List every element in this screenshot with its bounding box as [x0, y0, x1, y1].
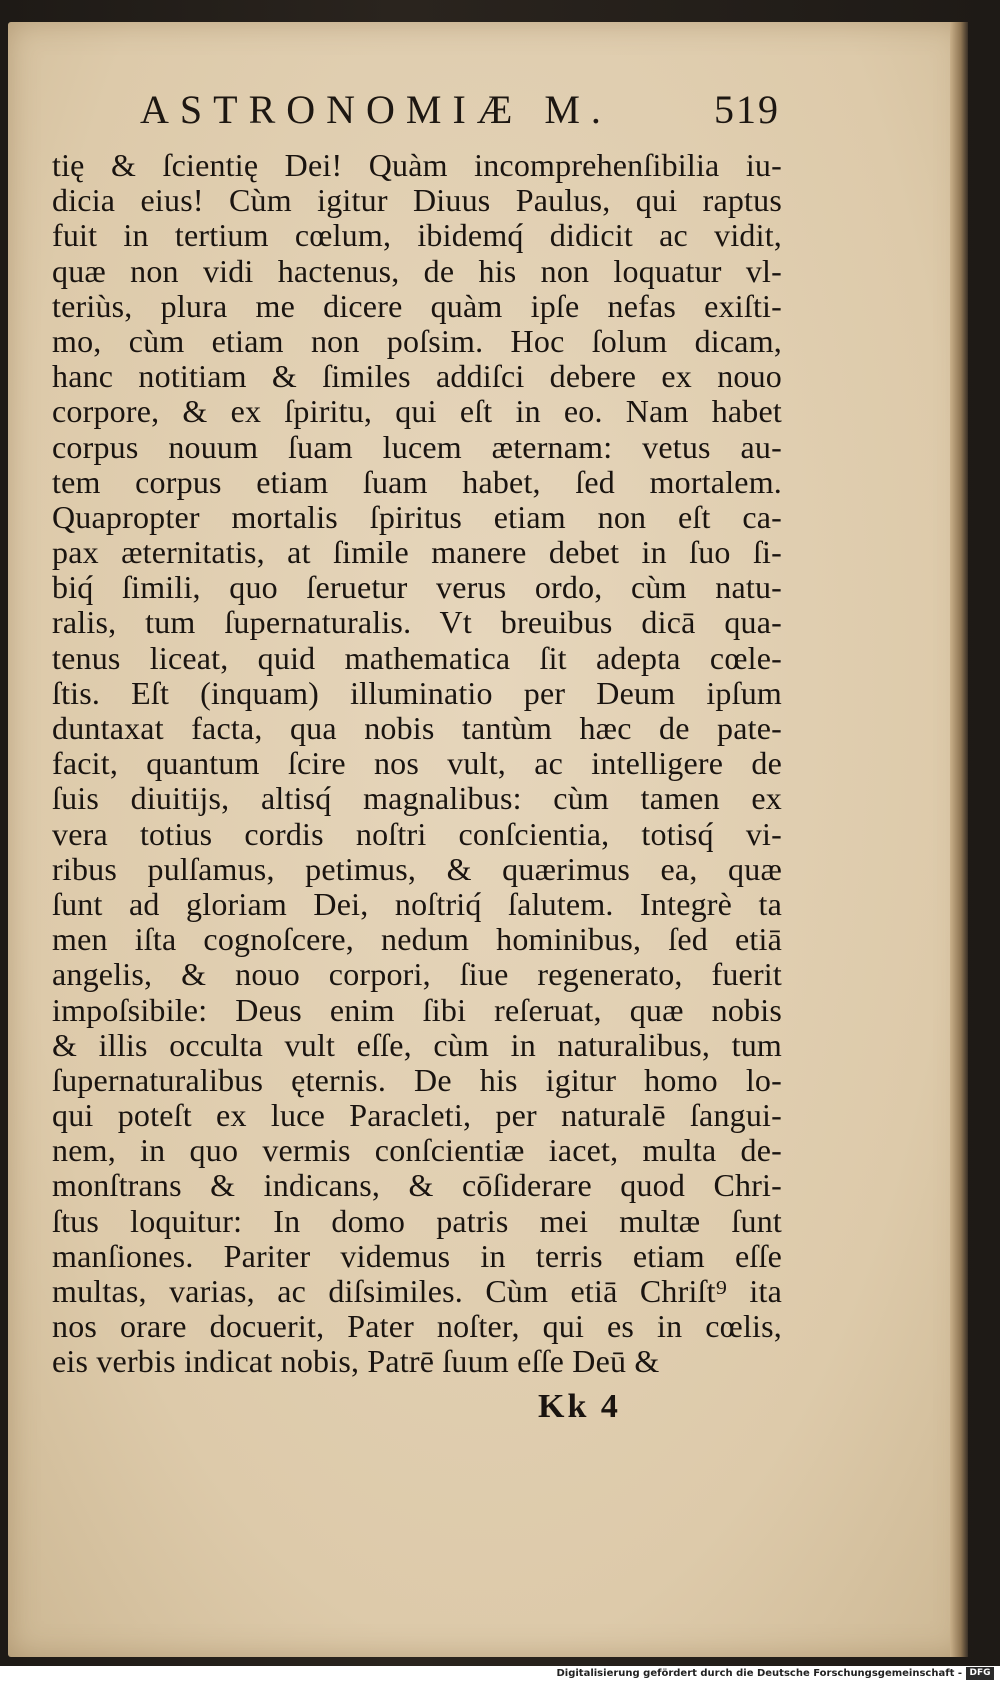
text-line: ribus pulſamus, petimus, & quærimus ea, quæ: [52, 850, 782, 887]
text-line: nos orare docuerit, Pater noſter, qui es in cœlis,: [52, 1308, 782, 1345]
text-line: nem, in quo vermis conſcientiæ iacet, multa de-: [52, 1132, 782, 1169]
text-line: teriùs, plura me dicere quàm ipſe nefas exiſti-: [52, 287, 782, 324]
text-line: pax æternitatis, at ſimile manere debet in ſuo ſi-: [52, 534, 782, 571]
text-line: ſtis. Eſt (inquam) illuminatio per Deum ipſum: [52, 674, 782, 711]
dfg-logo: DFG: [966, 1667, 994, 1680]
running-head-title: ASTRONOMIÆ M.: [140, 87, 612, 132]
text-line: corpus nouum ſuam lucem æternam: vetus au-: [52, 428, 782, 465]
text-line: impoſsibile: Deus enim ſibi reſeruat, quæ nobis: [52, 991, 782, 1028]
text-line: biq́ ſimili, quo ſeruetur verus ordo, cùm natu-: [52, 569, 782, 606]
text-line: monſtrans & indicans, & cōſiderare quod Chri-: [52, 1167, 782, 1204]
text-line: facit, quantum ſcire nos vult, ac intelligere de: [52, 745, 782, 782]
text-line: & illis occulta vult eſſe, cùm in naturalibus, tum: [52, 1026, 782, 1063]
body-text: [52, 148, 782, 1380]
signature-mark: Kk 4: [538, 1388, 621, 1425]
text-line: mo, cùm etiam non poſsim. Hoc ſolum dicam,: [52, 322, 782, 359]
text-line: Quapropter mortalis ſpiritus etiam non eſt ca-: [52, 498, 782, 535]
text-line: vera totius cordis noſtri conſcientia, totisq́ vi-: [52, 815, 782, 852]
text-line: ralis, tum ſupernaturalis. Vt breuibus dicā qua-: [52, 604, 782, 641]
running-head: [140, 86, 780, 146]
text-line: men iſta cognoſcere, nedum hominibus, ſed etiā: [52, 921, 782, 958]
text-line: ſunt ad gloriam Dei, noſtriq́ ſalutem. Integrè ta: [52, 885, 782, 922]
text-line: ſupernaturalibus ęternis. De his igitur homo lo-: [52, 1061, 782, 1098]
text-line: quæ non vidi hactenus, de his non loquatur vl-: [52, 252, 782, 289]
page-edge: [950, 22, 968, 1657]
text-line: qui poteſt ex luce Paracleti, per naturalē ſangui-: [52, 1097, 782, 1134]
funding-credit: Digitalisierung gefördert durch die Deutsche Forschungsgemeinschaft -: [556, 1668, 962, 1679]
text-line: angelis, & nouo corpori, ſiue regenerato, fuerit: [52, 956, 782, 993]
page-number: 519: [714, 87, 780, 132]
text-line: tem corpus etiam ſuam habet, ſed mortalem.: [52, 463, 782, 500]
text-line: tenus liceat, quid mathematica ſit adepta cœle-: [52, 639, 782, 676]
text-line: dicia eius! Cùm igitur Diuus Paulus, qui raptus: [52, 182, 782, 219]
text-line: corpore, & ex ſpiritu, qui eſt in eo. Nam habet: [52, 393, 782, 430]
text-line: fuit in tertium cœlum, ibidemq́ didicit ac vidit,: [52, 217, 782, 254]
text-line: manſiones. Pariter videmus in terris etiam eſſe: [52, 1237, 782, 1274]
text-line: ſuis diuitijs, altisq́ magnalibus: cùm tamen ex: [52, 780, 782, 817]
text-line: hanc notitiam & ſimiles addiſci debere ex nouo: [52, 358, 782, 395]
text-line: multas, varias, ac diſsimiles. Cùm etiā Chriſt⁹ ita: [52, 1273, 782, 1309]
text-line: ſtus loquitur: In domo patris mei multæ ſunt: [52, 1202, 782, 1239]
text-line: tię & ſcientię Dei! Quàm incomprehenſibilia iu-: [52, 147, 782, 183]
text-line: eis verbis indicat nobis, Patrē ſuum eſſe Deū &: [52, 1343, 660, 1380]
text-line: duntaxat facta, qua nobis tantùm hæc de pate-: [52, 710, 782, 746]
